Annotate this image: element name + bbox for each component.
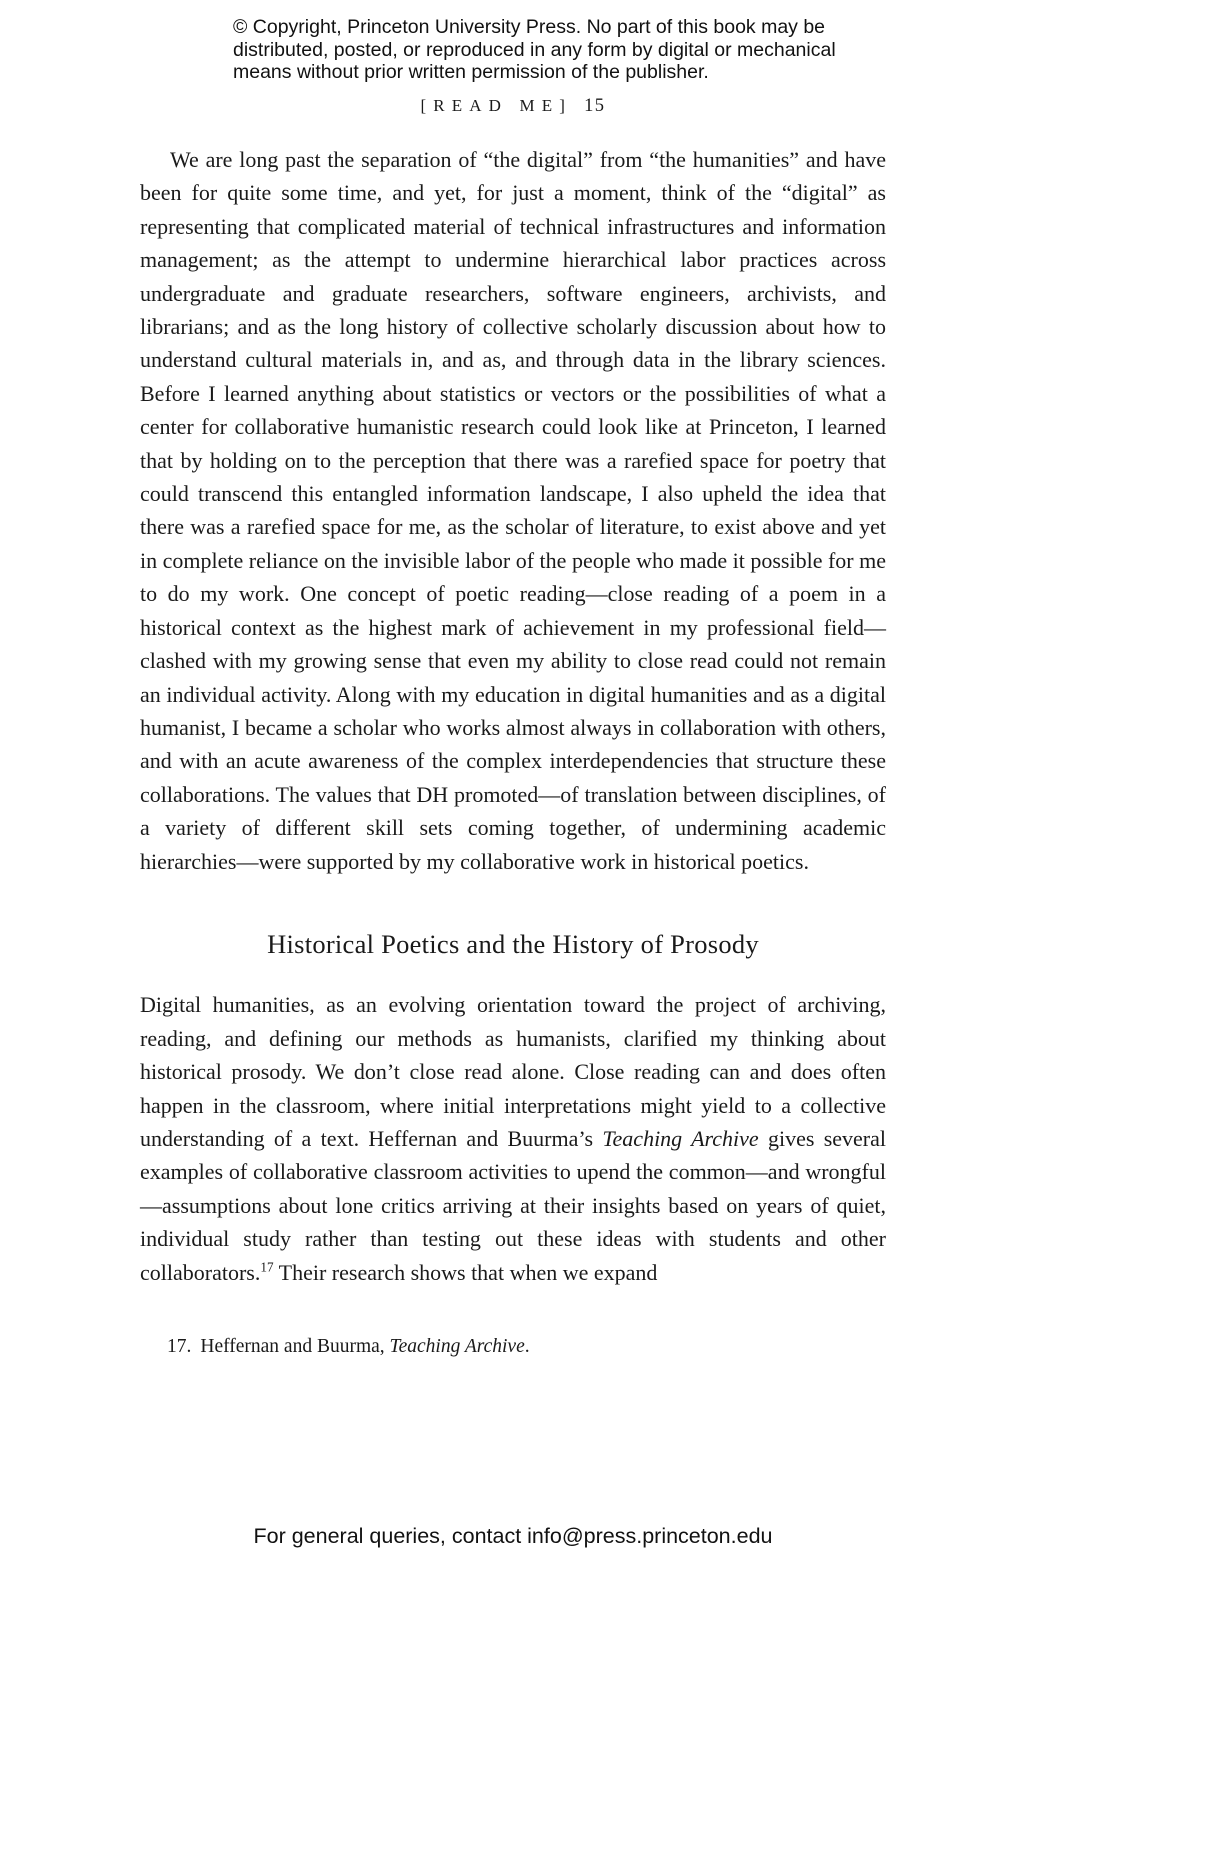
copyright-line: distributed, posted, or reproduced in any form by digital or mechanical — [233, 38, 836, 61]
copyright-line: means without prior written permission of the publisher. — [233, 61, 709, 83]
body-paragraph-2 — [140, 988, 886, 1289]
copyright-line: © Copyright, Princeton University Press. No part of this book may be — [233, 16, 826, 38]
section-heading: Historical Poetics and the History of Prosody — [267, 928, 759, 959]
footnote-text: Heffernan and Buurma, — [200, 1336, 390, 1357]
footnote-number: 17. — [167, 1336, 192, 1357]
running-head-title: [READ ME] — [420, 96, 573, 115]
body-text-block — [140, 143, 886, 1359]
body-paragraph-1: We are long past the separation of “the digital” from “the humanities” and have been for quite some time, and yet, for just a moment, think of the “digital” as representing that complicated material of technical infrastructures and information management; as the attempt to undermine hierarchical labor practices across undergraduate and graduate researchers, software engineers, archivists, and librarians; and as the long history of collective scholarly discussion about how to understand cultural materials in, and as, and through data in the library sciences. Before I learned anything about statistics or vectors or the possibilities of what a center for collaborative humanistic research could look like at Princeton, I learned that by holding on to the perception that there was a rarefied space for poetry that could transcend this entangled information landscape, I also upheld the idea that there was a rarefied space for me, as the scholar of literature, to exist above and yet in complete reliance on the invisible labor of the people who made it possible for me to do my work. One concept of poetic reading—close reading of a poem in a historical context as the highest mark of achievement in my professional field—clashed with my growing sense that even my ability to close read could not remain an individual activity. Along with my education in digital humanities and as a digital humanist, I became a scholar who works almost always in collaboration with others, and with an acute awareness of the complex interdependencies that structure these collaborations. The values that DH promoted—of translation between disciplines, of a variety of different skill sets coming together, of undermining academic hierarchies—were supported by my collaborative work in historical poetics. — [140, 147, 886, 874]
paragraph-2-text: Digital humanities, as an evolving orientation toward the project of archiving, reading, and defining our methods as humanists, clarified my thinking about historical prosody. We don’t close read alone. Close reading can and does often happen in the classroom, where initial interpretations might yield to a collective understanding of a text. Heffernan and Buurma’s — [140, 992, 886, 1151]
book-title-italic: Teaching Archive — [602, 1125, 759, 1151]
paragraph-2-text: Their research shows that when we expand — [273, 1259, 658, 1285]
footnote-reference: 17 — [260, 1259, 274, 1275]
footnote-book-title-italic: Teaching Archive — [389, 1336, 525, 1357]
footnote — [167, 1335, 886, 1359]
copyright-notice — [233, 16, 836, 84]
paragraph-2-text: gives several examples of collaborative classroom activities to upend the common—and wrongful—assumptions about lone critics arriving at their insights based on years of quiet, individual study rather than testing out these ideas with students and other collaborators. — [140, 1125, 886, 1285]
page-number: 15 — [584, 96, 606, 116]
footnote-period: . — [524, 1336, 530, 1357]
running-head — [140, 96, 886, 117]
footer-contact-line: For general queries, contact info@press.princeton.edu — [253, 1524, 773, 1548]
